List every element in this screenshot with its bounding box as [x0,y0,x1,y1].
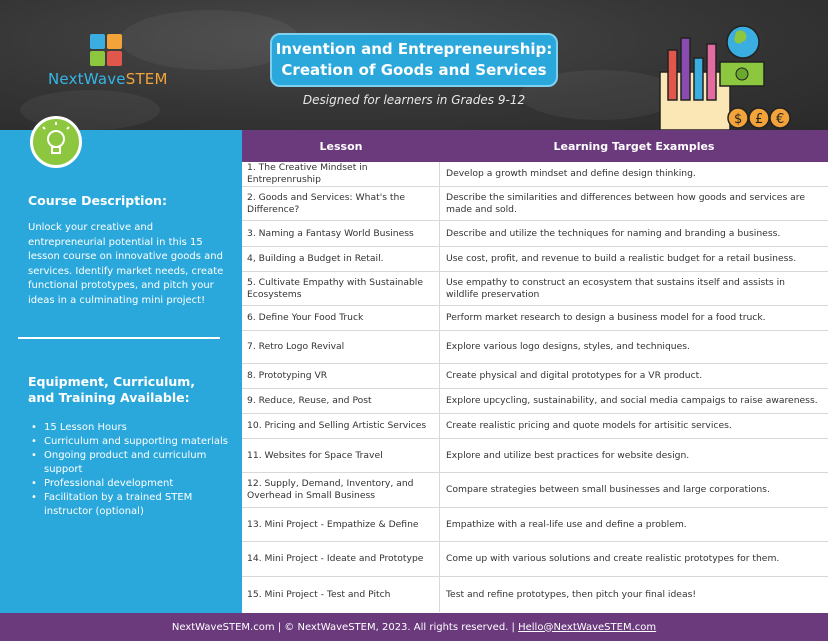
table-row [242,221,828,247]
table-row [242,473,828,508]
target-cell: Use cost, profit, and revenue to build a realistic budget for a retail business. [446,253,797,264]
target-cell: Explore and utilize best practices for website design. [446,449,690,461]
list-item: • Professional development [28,477,228,491]
title-line-2: Creation of Goods and Services [281,61,547,79]
email-link[interactable]: Hello@NextWaveSTEM.com [518,621,657,633]
logo-text-prefix: NextWave [48,70,126,88]
lesson-cell: 2. Goods and Services: What's the Difference? [242,187,440,220]
svg-text:£: £ [755,112,764,127]
list-item: • 15 Lesson Hours [28,421,228,435]
logo-icon [90,34,124,68]
globe-icon [727,26,759,58]
footer-text: NextWaveSTEM.com | © NextWaveSTEM, 2023. All rights reserved. | [171,621,515,633]
lesson-cell: 11. Websites for Space Travel [242,439,440,472]
table-row [242,508,828,542]
svg-text:€: € [776,112,785,127]
lesson-table-body [242,162,828,612]
lightbulb-icon [30,116,82,168]
target-cell: Test and refine prototypes, then pitch your final ideas! [446,588,697,600]
nextwavestem-logo [48,34,173,94]
target-cell: Explore various logo designs, styles, and techniques. [446,341,690,352]
svg-text:$: $ [734,112,743,127]
lesson-table-header [242,130,828,162]
title-line-1: Invention and Entrepreneurship: [275,40,553,58]
sidebar-divider [18,337,220,339]
table-row [242,306,828,331]
course-description-heading: Course Description: [28,193,167,208]
column-header-learning-target: Learning Target Examples [553,139,715,153]
lesson-cell: 14. Mini Project - Ideate and Prototype [242,542,440,576]
target-cell: Describe and utilize the techniques for naming and branding a business. [446,227,781,239]
list-item: • Facilitation by a trained STEM instructor (optional) [28,491,228,519]
table-row [242,364,828,389]
logo-text-suffix: STEM [125,70,168,88]
header-banner [0,0,828,130]
title-box [270,33,558,87]
sidebar [0,130,242,613]
lesson-cell: 12. Supply, Demand, Inventory, and Overhead in Small Business [242,473,440,507]
lesson-cell: 15. Mini Project - Test and Pitch [242,577,440,612]
target-cell: Compare strategies between small businesses and large corporations. [446,484,770,495]
footer [0,613,828,641]
lesson-cell: 4, Building a Budget in Retail. [242,247,440,271]
table-row [242,439,828,473]
table-row [242,187,828,221]
table-row [242,542,828,577]
list-item: • Ongoing product and curriculum support [28,449,228,477]
lesson-cell: 8. Prototyping VR [242,364,440,388]
table-row [242,162,828,187]
column-header-lesson: Lesson [319,139,363,153]
table-row [242,389,828,414]
bar-icon [668,50,677,100]
lesson-cell: 13. Mini Project - Empathize & Define [242,508,440,541]
lesson-cell: 6. Define Your Food Truck [242,306,440,330]
table-row [242,577,828,612]
equipment-list [28,421,228,519]
target-cell: Develop a growth mindset and define design thinking. [446,168,696,179]
target-cell: Come up with various solutions and create realistic prototypes for them. [446,553,780,564]
business-illustration [648,22,798,130]
lesson-cell: 5. Cultivate Empathy with Sustainable Ecosystems [242,272,440,305]
target-cell: Use empathy to construct an ecosystem that sustains itself and assists in wildlife preservation [446,276,785,300]
lesson-cell: 9. Reduce, Reuse, and Post [242,389,440,413]
target-cell: Create physical and digital prototypes for a VR product. [446,370,703,381]
target-cell: Create realistic pricing and quote models for artisitic services. [446,420,732,431]
table-row [242,272,828,306]
list-item: • Curriculum and supporting materials [28,435,228,449]
table-row [242,247,828,272]
target-cell: Explore upcycling, sustainability, and social media campaigs to raise awareness. [446,395,818,406]
table-row [242,331,828,364]
lesson-cell: 10. Pricing and Selling Artistic Services [242,414,440,438]
equipment-heading: Equipment, Curriculum, and Training Available: [28,374,196,405]
table-row [242,414,828,439]
target-cell: Empathize with a real-life use and define a problem. [446,518,687,530]
lesson-cell: 3. Naming a Fantasy World Business [242,221,440,246]
grade-subtitle: Designed for learners in Grades 9-12 [302,93,526,107]
course-description-text: Unlock your creative and entrepreneurial potential in this 15 lesson course on innovative goods and services. Identify market needs, create functional prototypes, and pitch your ideas in a culminating mini project! [28,222,224,306]
target-cell: Describe the similarities and differences between how goods and services are made and sold. [446,191,806,215]
lesson-cell: 7. Retro Logo Revival [242,331,440,363]
target-cell: Perform market research to design a business model for a food truck. [446,312,766,323]
lesson-cell: 1. The Creative Mindset in Entreprenruship [242,162,440,186]
